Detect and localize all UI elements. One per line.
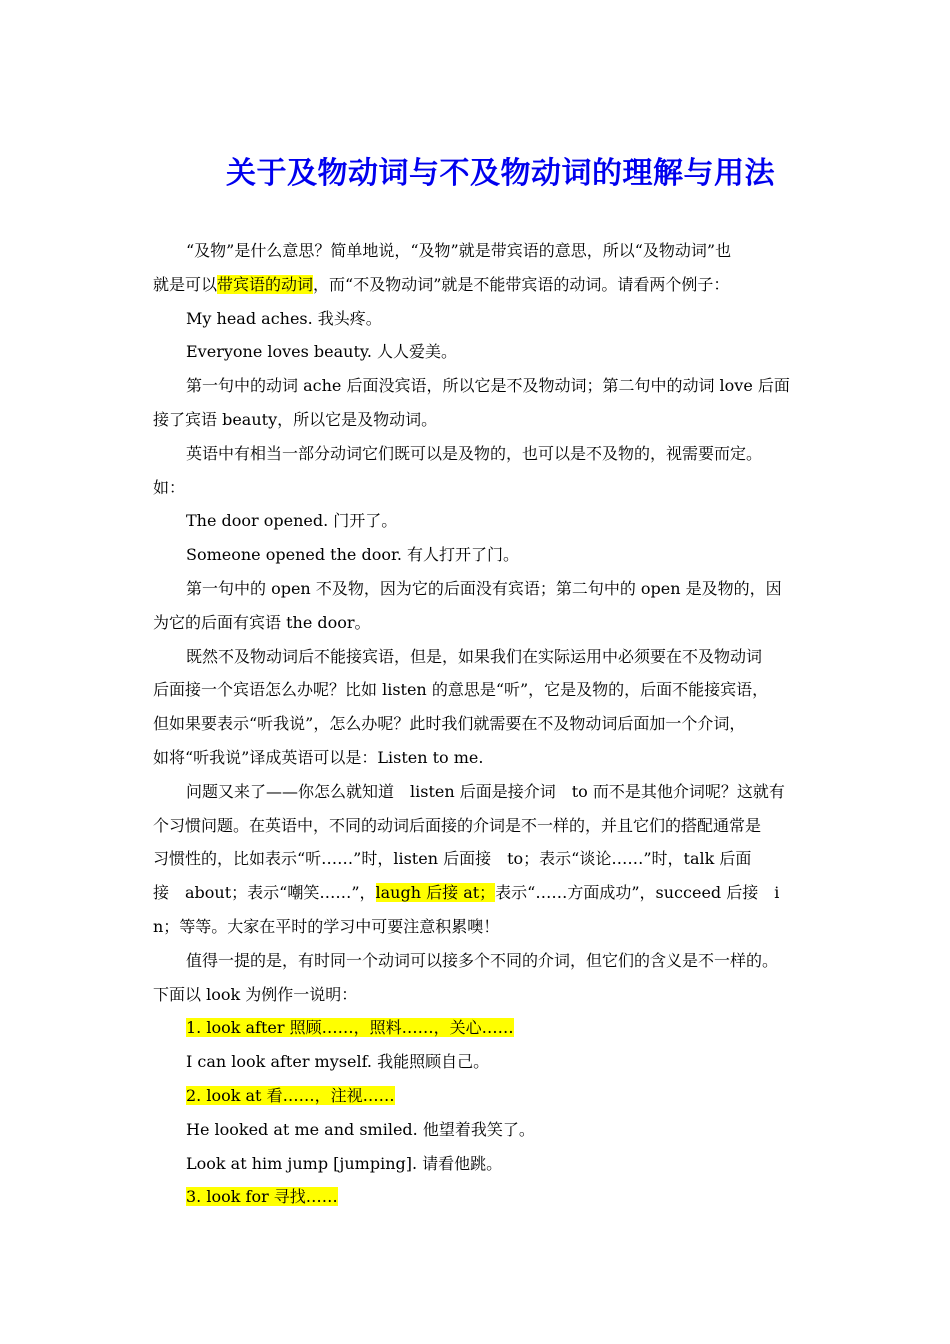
paragraph-line: 第一句中的 open 不及物，因为它的后面没有宾语；第二句中的 open 是及物的，因 xyxy=(186,578,782,598)
paragraph-line: 但如果要表示“听我说”，怎么办呢？此时我们就需要在不及物动词后面加一个介词， xyxy=(153,714,746,734)
example-sentence: Everyone loves beauty. 人人爱美。 xyxy=(186,342,457,362)
paragraph-line: 为它的后面有宾语 the door。 xyxy=(153,612,371,632)
example-sentence: My head aches. 我头疼。 xyxy=(186,308,382,328)
list-item xyxy=(153,1011,803,1045)
paragraph-line: “及物”是什么意思？简单地说，“及物”就是带宾语的意思，所以“及物动词”也 xyxy=(186,241,732,260)
example-sentence: Look at him jump [jumping]. 请看他跳。 xyxy=(186,1153,503,1173)
paragraph-line: 既然不及物动词后不能接宾语，但是，如果我们在实际运用中必须要在不及物动词 xyxy=(186,646,763,666)
paragraph-line: 习惯性的，比如表示“听……”时，listen 后面接 to；表示“谈论……”时，talk 后面 xyxy=(153,849,752,869)
paragraph-line: n；等等。大家在平时的学习中可要注意积累噢！ xyxy=(153,916,500,936)
paragraph-line: 如： xyxy=(153,477,186,497)
example-sentence: He looked at me and smiled. 他望着我笑了。 xyxy=(186,1119,535,1139)
highlighted-text: 1. look after 照顾……，照料……，关心…… xyxy=(186,1018,514,1038)
list-item xyxy=(153,1180,803,1214)
example-sentence: The door opened. 门开了。 xyxy=(186,511,398,531)
list-item xyxy=(153,1079,803,1113)
text-run: 就是可以 xyxy=(153,274,218,294)
example-sentence: Someone opened the door. 有人打开了门。 xyxy=(186,545,520,565)
text-run: 表示“……方面成功”，succeed 后接 i xyxy=(495,883,780,903)
paragraph-line: 问题又来了——你怎么就知道 listen 后面是接介词 to 而不是其他介词呢？这就有 xyxy=(186,781,785,801)
paragraph-line: 值得一提的是，有时同一个动词可以接多个不同的介词，但它们的含义是不一样的。 xyxy=(186,950,779,970)
paragraph-line: 下面以 look 为例作一说明： xyxy=(153,984,358,1004)
highlighted-text: 带宾语的动词 xyxy=(217,274,314,294)
paragraph-line: 如将“听我说”译成英语可以是：Listen to me. xyxy=(153,747,484,767)
page-title: 关于及物动词与不及物动词的理解与用法 xyxy=(226,156,775,191)
paragraph-line xyxy=(153,876,803,910)
paragraph-line: 英语中有相当一部分动词它们既可以是及物的，也可以是不及物的，视需要而定。 xyxy=(186,443,763,463)
paragraph-line: 接了宾语 beauty，所以它是及物动词。 xyxy=(153,409,438,429)
paragraph-line: 后面接一个宾语怎么办呢？比如 listen 的意思是“听”，它是及物的，后面不能接宾语， xyxy=(153,680,769,700)
highlighted-text: 3. look for 寻找…… xyxy=(186,1187,338,1207)
text-run: 接 about；表示“嘲笑……”， xyxy=(153,883,376,903)
document-body xyxy=(153,234,803,1214)
paragraph-line xyxy=(153,268,803,302)
highlighted-text: laugh 后接 at； xyxy=(375,883,496,903)
text-run: ，而“不及物动词”就是不能带宾语的动词。请看两个例子： xyxy=(313,274,730,294)
paragraph-line: 个习惯问题。在英语中，不同的动词后面接的介词是不一样的，并且它们的搭配通常是 xyxy=(153,815,762,835)
paragraph-line: 第一句中的动词 ache 后面没宾语，所以它是不及物动词；第二句中的动词 love 后面 xyxy=(186,376,790,396)
example-sentence: I can look after myself. 我能照顾自己。 xyxy=(186,1052,490,1072)
highlighted-text: 2. look at 看……，注视…… xyxy=(186,1085,395,1105)
